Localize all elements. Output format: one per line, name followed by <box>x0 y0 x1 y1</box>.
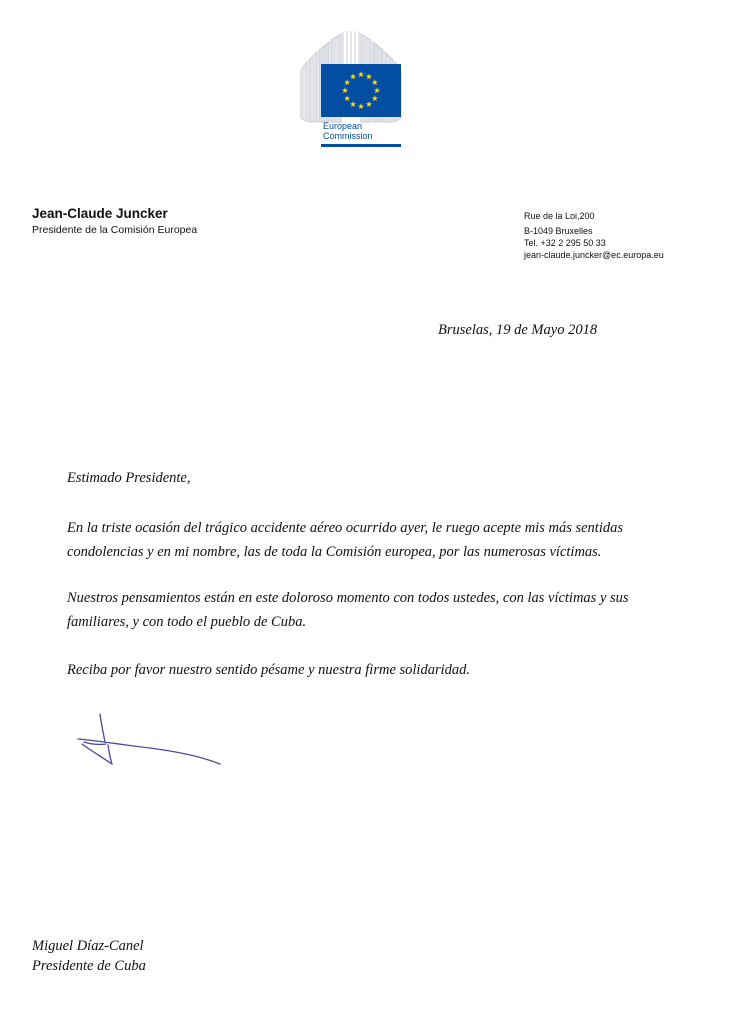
handwritten-signature <box>72 712 232 776</box>
logo-underline <box>321 144 401 147</box>
address-phone: Tel. +32 2 295 50 33 <box>524 238 606 248</box>
address-city: B-1049 Bruxelles <box>524 226 593 236</box>
logo-text-commission: Commission <box>323 131 373 141</box>
recipient-name: Miguel Díaz-Canel <box>32 938 144 954</box>
signature-graphic <box>72 712 232 776</box>
recipient-block <box>32 936 146 976</box>
salutation: Estimado Presidente, <box>67 470 191 486</box>
paragraph-solidarity: Reciba por favor nuestro sentido pésame y nuestra firme solidaridad. <box>67 662 471 678</box>
recipient-title: Presidente de Cuba <box>32 958 146 974</box>
european-commission-logo <box>295 30 407 148</box>
paragraph-thoughts: Nuestros pensamientos están en este doloroso momento con todos ustedes, con las víctimas y sus familiares, y con todo el pueblo de Cuba. <box>67 590 629 630</box>
sender-address <box>524 210 664 261</box>
address-street: Rue de la Loi,200 <box>524 211 595 221</box>
sender-title: Presidente de la Comisión Europea <box>32 224 198 236</box>
sender-name: Jean-Claude Juncker <box>32 206 168 221</box>
letter-date: Bruselas, 19 de Mayo 2018 <box>438 322 598 338</box>
logo-text-european: European <box>323 121 363 131</box>
address-email: jean-claude.juncker@ec.europa.eu <box>524 250 664 260</box>
ec-logo-graphic <box>295 30 407 148</box>
paragraph-condolences: En la triste ocasión del trágico accidente aéreo ocurrido ayer, le ruego acepte mis más sentidas condolencias y en mi nombre, las de toda la Comisión europea, por las numerosas víctimas. <box>67 520 623 560</box>
